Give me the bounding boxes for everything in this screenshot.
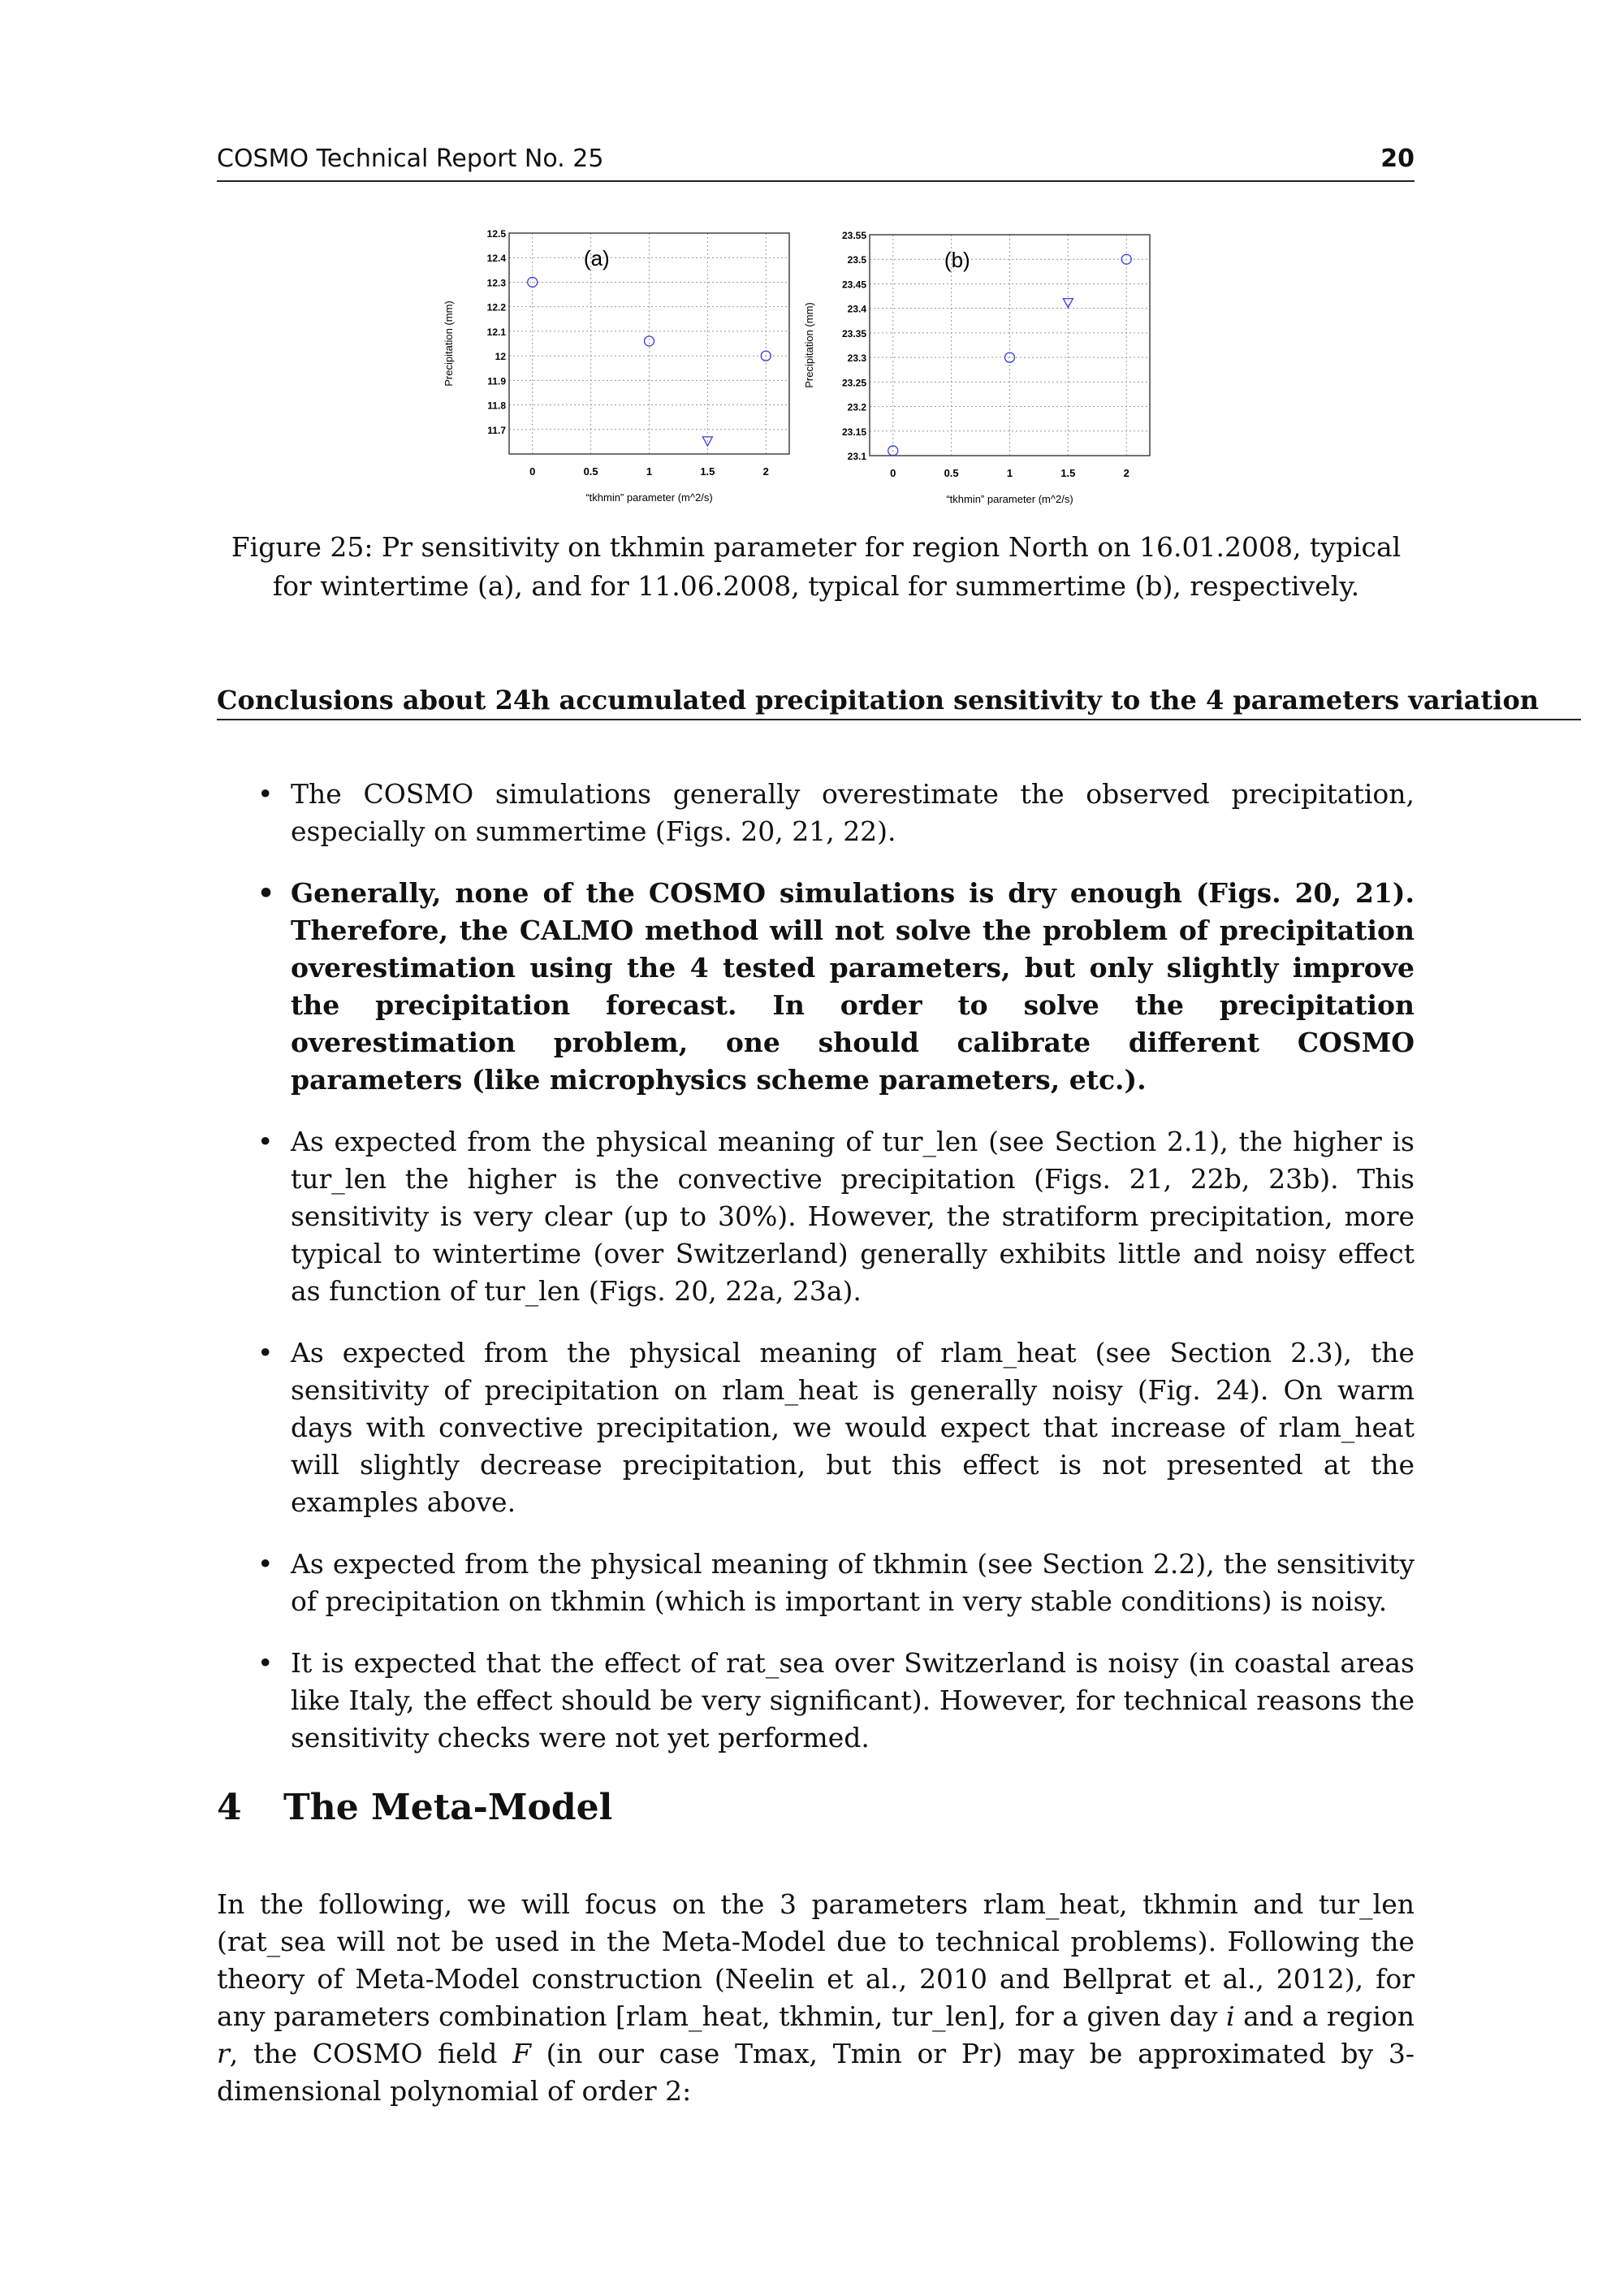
x-tick-label: 0	[529, 465, 536, 478]
y-tick-label: 12.1	[486, 326, 506, 338]
text: In the following, we will focus on the 3 parameters rlam_heat, tkhmin and tur_len (rat_sea will not be used in the Meta-Model due to technical problems). Following the theory of Meta-Model construction (Neelin et al., 2010 and Bellprat et al., 2012), for any parameters combination [rlam_heat, tkhmin, tur_len], for a given day	[217, 1888, 1415, 2032]
y-tick-label: 12.3	[486, 277, 506, 289]
list-item: • As expected from the physical meaning of tkhmin (see Section 2.2), the sensitivity of precipitation on tkhmin (which is important in very stable conditions) is noisy.	[217, 1546, 1415, 1620]
data-point-circle	[645, 336, 654, 346]
section-title: The Meta-Model	[283, 1787, 613, 1828]
y-tick-label: 12.5	[486, 228, 506, 240]
panel-label: (a)	[583, 246, 610, 270]
page-number: 20	[1380, 145, 1415, 173]
symbol-r: r	[217, 2038, 230, 2069]
symbol-i: i	[1226, 2000, 1235, 2032]
y-tick-label: 23.25	[841, 377, 866, 389]
list-item: • The COSMO simulations generally overestimate the observed precipitation, especially on summertime (Figs. 20, 21, 22).	[217, 776, 1415, 850]
y-tick-label: 11.8	[487, 400, 506, 412]
y-tick-label: 23.4	[847, 303, 866, 315]
list-item: • It is expected that the effect of rat_sea over Switzerland is noisy (in coastal areas like Italy, the effect should be very significant). However, for technical reasons the sensitivity checks were not yet performed.	[217, 1645, 1415, 1757]
report-title: COSMO Technical Report No. 25	[217, 145, 604, 173]
x-tick-label: 0.5	[583, 465, 598, 478]
section-number: 4	[217, 1787, 242, 1828]
list-item: • As expected from the physical meaning of tur_len (see Section 2.1), the higher is tur_len the higher is the convective precipitation (Figs. 21, 22b, 23b). This sensitivity is very clear (up to 30%). However, the stratiform precipitation, more typical to wintertime (over Switzerland) generally exhibits little and noisy effect as function of tur_len (Figs. 20, 22a, 23a).	[217, 1123, 1415, 1310]
y-tick-label: 12.2	[486, 301, 506, 313]
y-tick-label: 23.45	[841, 279, 866, 291]
y-tick-label: 23.35	[841, 327, 866, 339]
x-tick-label: 1.5	[1060, 467, 1076, 479]
conclusions-list	[217, 776, 1415, 1781]
figure-caption: Figure 25: Pr sensitivity on tkhmin parameter for region North on 16.01.2008, typical for wintertime (a), and for 11.06.2008, typical for summertime (b), respectively.	[231, 531, 1402, 602]
y-tick-label: 23.3	[847, 352, 866, 365]
y-tick-label: 12	[495, 351, 506, 363]
text: , the COSMO field	[229, 2038, 513, 2069]
text: and a region	[1234, 2000, 1415, 2032]
panel-label: (b)	[944, 248, 970, 272]
body-paragraph	[217, 1886, 1415, 2110]
x-tick-label: 0	[890, 467, 896, 479]
section-heading	[217, 1787, 612, 1828]
text: (in our case Tmax, Tmin or Pr) may be approximated by 3-dimensional polynomial of order 2:	[217, 2038, 1415, 2107]
x-tick-label: 0.5	[944, 467, 959, 479]
x-tick-label: 2	[762, 465, 769, 478]
list-item: • Generally, none of the COSMO simulations is dry enough (Figs. 20, 21). Therefore, the CALMO method will not solve the problem of precipitation overestimation using the 4 tested parameters, but only slightly improve the precipitation forecast. In order to solve the precipitation overestimation problem, one should calibrate different COSMO parameters (like microphysics scheme parameters, etc.).	[217, 875, 1415, 1099]
y-axis-label: Precipitation (mm)	[803, 302, 815, 388]
list-item: • As expected from the physical meaning of rlam_heat (see Section 2.3), the sensitivity of precipitation on rlam_heat is generally noisy (Fig. 24). On warm days with convective precipitation, we would expect that increase of rlam_heat will slightly decrease precipitation, but this effect is not presented at the examples above.	[217, 1334, 1415, 1521]
x-tick-label: 1.5	[700, 465, 715, 478]
y-tick-label: 11.9	[487, 375, 506, 387]
chart-a	[438, 227, 812, 512]
y-tick-label: 23.15	[841, 426, 866, 438]
running-header	[217, 145, 1415, 182]
y-tick-label: 11.7	[487, 424, 506, 436]
y-tick-label: 23.5	[847, 254, 866, 266]
y-tick-label: 23.1	[847, 451, 866, 462]
symbol-F: F	[512, 2038, 531, 2069]
x-axis-label: “tkhmin” parameter (m^2/s)	[946, 493, 1073, 505]
y-tick-label: 12.4	[486, 253, 506, 265]
x-tick-label: 1	[646, 465, 653, 478]
y-tick-label: 23.55	[841, 230, 866, 241]
y-tick-label: 23.2	[847, 401, 866, 413]
chart-b	[803, 227, 1186, 512]
y-axis-label: Precipitation (mm)	[443, 301, 455, 387]
x-axis-label: “tkhmin” parameter (m^2/s)	[585, 491, 713, 504]
conclusions-heading: Conclusions about 24h accumulated precipitation sensitivity to the 4 parameters variation	[217, 685, 1581, 720]
x-tick-label: 2	[1123, 467, 1129, 479]
x-tick-label: 1	[1006, 467, 1013, 479]
